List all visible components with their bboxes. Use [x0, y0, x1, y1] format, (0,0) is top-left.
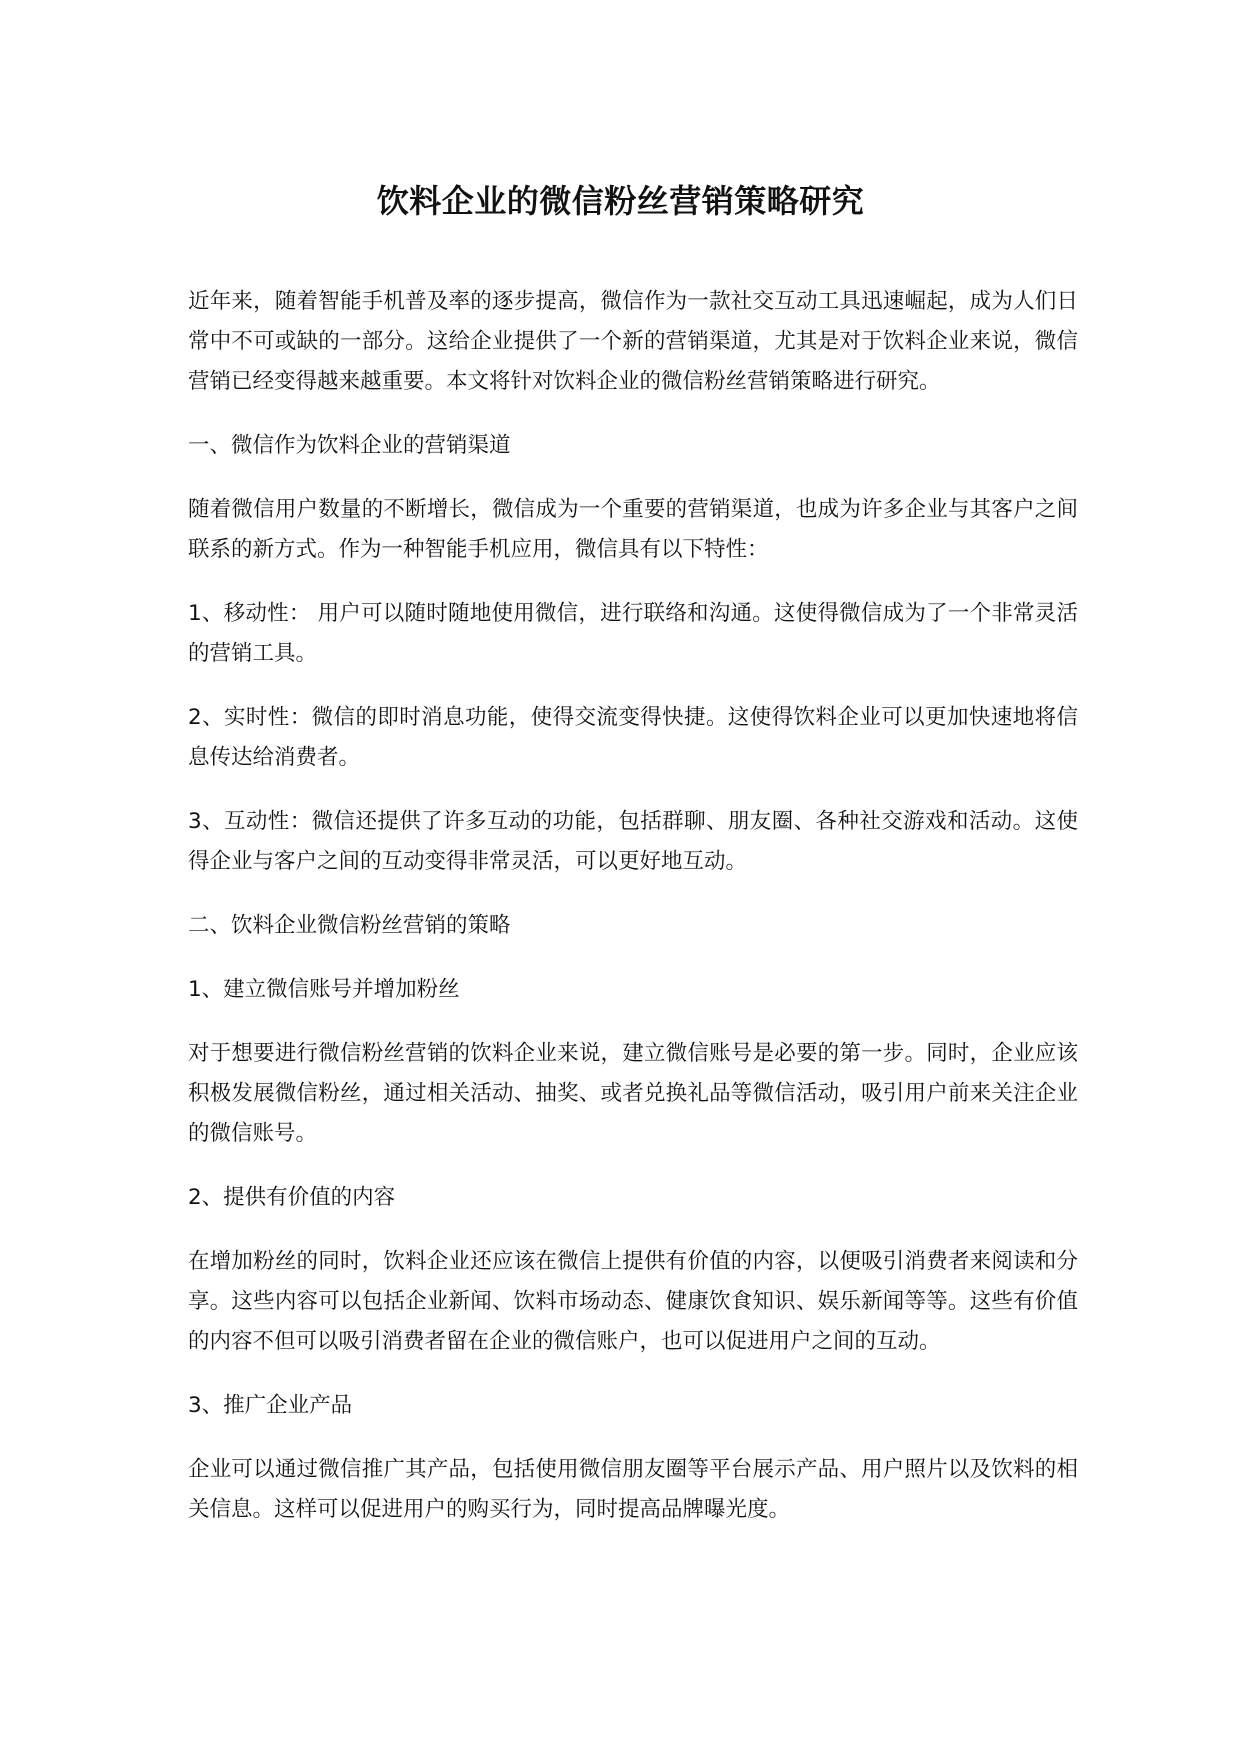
intro-paragraph: 近年来，随着智能手机普及率的逐步提高，微信作为一款社交互动工具迅速崛起，成为人们日常中不可或缺的一部分。这给企业提供了一个新的营销渠道，尤其是对于饮料企业来说，微信营销已经变得越来越重要。本文将针对饮料企业的微信粉丝营销策略进行研究。: [188, 289, 1078, 394]
section-heading-1: 一、微信作为饮料企业的营销渠道: [188, 433, 511, 458]
subheading-1: 1、建立微信账号并增加粉丝: [188, 977, 460, 1002]
body-paragraph: 随着微信用户数量的不断增长，微信成为一个重要的营销渠道，也成为许多企业与其客户之间联系的新方式。作为一种智能手机应用，微信具有以下特性：: [188, 497, 1078, 562]
body-paragraph: 企业可以通过微信推广其产品，包括使用微信朋友圈等平台展示产品、用户照片以及饮料的相关信息。这样可以促进用户的购买行为，同时提高品牌曝光度。: [188, 1457, 1078, 1522]
subheading-3: 3、推广企业产品: [188, 1393, 353, 1418]
document-title: 饮料企业的微信粉丝营销策略研究: [376, 182, 865, 220]
section-heading-2: 二、饮料企业微信粉丝营销的策略: [188, 913, 511, 938]
list-item-realtime: 2、实时性：微信的即时消息功能，使得交流变得快捷。这使得饮料企业可以更加快速地将信息传达给消费者。: [188, 705, 1078, 770]
body-paragraph: 对于想要进行微信粉丝营销的饮料企业来说，建立微信账号是必要的第一步。同时，企业应该积极发展微信粉丝，通过相关活动、抽奖、或者兑换礼品等微信活动，吸引用户前来关注企业的微信账号。: [188, 1041, 1078, 1146]
list-item-interactivity: 3、互动性：微信还提供了许多互动的功能，包括群聊、朋友圈、各种社交游戏和活动。这使得企业与客户之间的互动变得非常灵活，可以更好地互动。: [188, 809, 1078, 874]
document-body: [188, 282, 1078, 1554]
body-paragraph: 在增加粉丝的同时，饮料企业还应该在微信上提供有价值的内容，以便吸引消费者来阅读和分享。这些内容可以包括企业新闻、饮料市场动态、健康饮食知识、娱乐新闻等等。这些有价值的内容不但可以吸引消费者留在企业的微信账户，也可以促进用户之间的互动。: [188, 1249, 1078, 1354]
list-item-mobility: 1、移动性： 用户可以随时随地使用微信，进行联络和沟通。这使得微信成为了一个非常灵活的营销工具。: [188, 601, 1078, 666]
subheading-2: 2、提供有价值的内容: [188, 1185, 396, 1210]
